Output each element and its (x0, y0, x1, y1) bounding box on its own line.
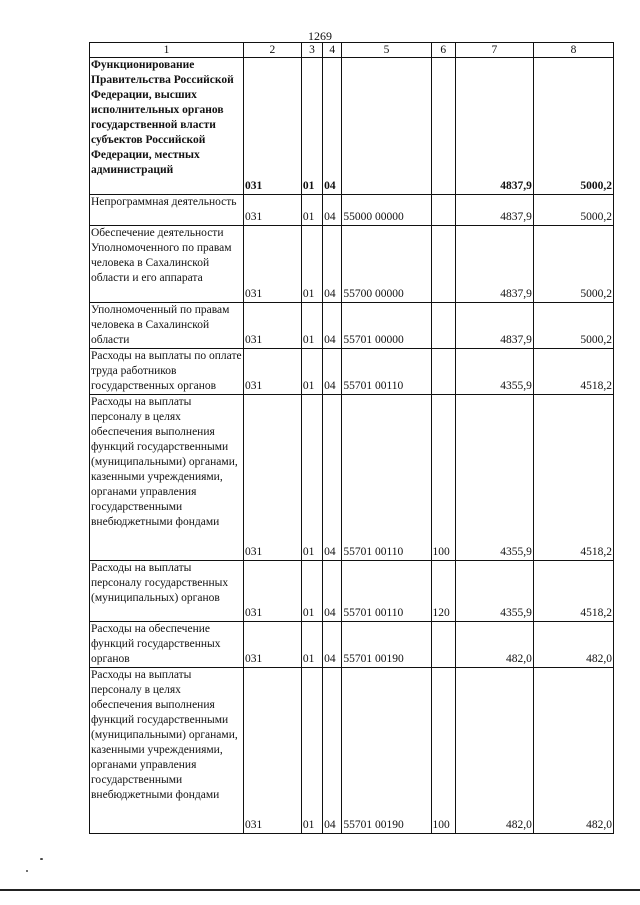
target-code (342, 58, 431, 195)
column-number: 5 (342, 43, 431, 58)
ministry-code: 031 (244, 58, 302, 195)
ministry-code: 031 (244, 561, 302, 622)
expense-type: 120 (431, 561, 455, 622)
amount-year1: 482,0 (455, 622, 533, 668)
row-name: Уполномоченный по правам человека в Сахалинской области (90, 303, 244, 349)
ministry-code: 031 (244, 349, 302, 395)
page-number: 1269 (308, 29, 332, 43)
table-row (90, 195, 614, 226)
expense-type (431, 195, 455, 226)
column-number-row (90, 43, 614, 58)
column-number: 8 (533, 43, 613, 58)
section-code: 01 (301, 668, 322, 834)
column-number: 1 (90, 43, 244, 58)
table-row (90, 561, 614, 622)
expense-type (431, 226, 455, 303)
subsection-code: 04 (323, 58, 342, 195)
scan-speck (40, 858, 43, 860)
subsection-code: 04 (323, 622, 342, 668)
amount-year2: 5000,2 (533, 58, 613, 195)
budget-table (89, 42, 614, 834)
ministry-code: 031 (244, 668, 302, 834)
amount-year1: 4837,9 (455, 303, 533, 349)
target-code: 55701 00110 (342, 395, 431, 561)
expense-type (431, 349, 455, 395)
amount-year2: 4518,2 (533, 349, 613, 395)
subsection-code: 04 (323, 561, 342, 622)
target-code: 55701 00110 (342, 561, 431, 622)
table-row (90, 668, 614, 834)
bottom-scan-line (0, 889, 640, 891)
amount-year1: 4355,9 (455, 561, 533, 622)
amount-year1: 4837,9 (455, 195, 533, 226)
subsection-code: 04 (323, 668, 342, 834)
target-code: 55701 00110 (342, 349, 431, 395)
row-name: Расходы на обеспечение функций государственных органов (90, 622, 244, 668)
amount-year1: 4837,9 (455, 58, 533, 195)
target-code: 55701 00190 (342, 668, 431, 834)
column-number: 2 (244, 43, 302, 58)
subsection-code: 04 (323, 195, 342, 226)
table-row (90, 226, 614, 303)
subsection-code: 04 (323, 226, 342, 303)
amount-year1: 4837,9 (455, 226, 533, 303)
ministry-code: 031 (244, 195, 302, 226)
expense-type (431, 303, 455, 349)
target-code: 55000 00000 (342, 195, 431, 226)
amount-year2: 5000,2 (533, 195, 613, 226)
row-name: Обеспечение деятельности Уполномоченного по правам человека в Сахалинской области и его аппарата (90, 226, 244, 303)
row-name: Расходы на выплаты персоналу в целях обеспечения выполнения функций государственными (муниципальными) органами, казенными учреждениями, органами управления государственными внебюджетными фондами (90, 395, 244, 561)
section-code: 01 (301, 303, 322, 349)
amount-year1: 4355,9 (455, 395, 533, 561)
subsection-code: 04 (323, 395, 342, 561)
row-name: Непрограммная деятельность (90, 195, 244, 226)
target-code: 55701 00190 (342, 622, 431, 668)
scan-speck (26, 870, 28, 872)
amount-year2: 482,0 (533, 668, 613, 834)
column-number: 3 (301, 43, 322, 58)
table-row (90, 349, 614, 395)
ministry-code: 031 (244, 303, 302, 349)
amount-year1: 482,0 (455, 668, 533, 834)
expense-type (431, 58, 455, 195)
section-code: 01 (301, 195, 322, 226)
expense-type: 100 (431, 395, 455, 561)
section-code: 01 (301, 622, 322, 668)
column-number: 6 (431, 43, 455, 58)
amount-year2: 4518,2 (533, 395, 613, 561)
row-name: Расходы на выплаты персоналу государственных (муниципальных) органов (90, 561, 244, 622)
row-name: Функционирование Правительства Российской Федерации, высших исполнительных органов государственной власти субъектов Российской Федерации, местных администраций (90, 58, 244, 195)
amount-year2: 4518,2 (533, 561, 613, 622)
row-name: Расходы на выплаты персоналу в целях обеспечения выполнения функций государственными (муниципальными) органами, казенными учреждениями, органами управления государственными внебюджетными фондами (90, 668, 244, 834)
ministry-code: 031 (244, 395, 302, 561)
target-code: 55700 00000 (342, 226, 431, 303)
target-code: 55701 00000 (342, 303, 431, 349)
section-code: 01 (301, 349, 322, 395)
column-number: 7 (455, 43, 533, 58)
ministry-code: 031 (244, 622, 302, 668)
amount-year2: 5000,2 (533, 226, 613, 303)
row-name: Расходы на выплаты по оплате труда работников государственных органов (90, 349, 244, 395)
amount-year2: 482,0 (533, 622, 613, 668)
expense-type: 100 (431, 668, 455, 834)
section-code: 01 (301, 561, 322, 622)
expense-type (431, 622, 455, 668)
table-row (90, 622, 614, 668)
column-number: 4 (323, 43, 342, 58)
table-row (90, 58, 614, 195)
section-code: 01 (301, 58, 322, 195)
table-row (90, 395, 614, 561)
section-code: 01 (301, 226, 322, 303)
amount-year1: 4355,9 (455, 349, 533, 395)
subsection-code: 04 (323, 303, 342, 349)
ministry-code: 031 (244, 226, 302, 303)
subsection-code: 04 (323, 349, 342, 395)
table-row (90, 303, 614, 349)
amount-year2: 5000,2 (533, 303, 613, 349)
section-code: 01 (301, 395, 322, 561)
